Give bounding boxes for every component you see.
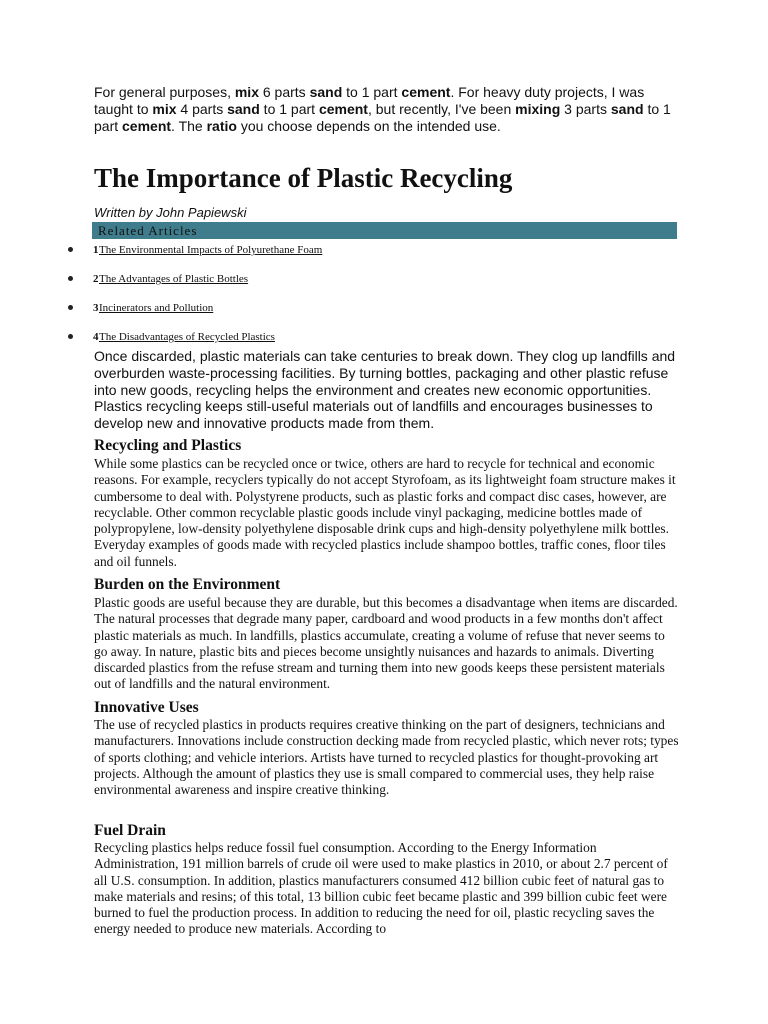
section-body: While some plastics can be recycled once or twice, others are hard to recycle for technical and economic reasons. For example, recyclers typically do not accept Styrofoam, as its lightweight foam structure makes it cumbersome to deal with. Polystyrene products, such as plastic forks and compact disc cases, however, are recyclable. Other common recyclable plastic goods include vinyl packaging, medicine bottles made of polypropylene, low-density polyethylene disposable drink cups and high-density polyethylene milk bottles. Everyday examples of goods made with recycled plastics include shampoo bottles, traffic cones, floor tiles and oil funnels.: [94, 456, 676, 569]
intro-text: 6 parts: [258, 84, 310, 100]
article-lead: Once discarded, plastic materials can take centuries to break down. They clog up landfills and overburden waste-processing facilities. By turning bottles, packaging and other plastic refuse into new goods, recycling helps the environment and creates new economic opportunities. Plastics recycling keeps still-useful materials out of landfills and encourages businesses to develop new and innovative products made from them.: [94, 348, 676, 432]
intro-paragraph: [94, 84, 684, 135]
intro-text: to 1 part: [259, 101, 319, 117]
related-article-item: [0, 300, 700, 316]
related-articles-title: Related Articles: [98, 223, 198, 238]
related-article-number: 1: [93, 244, 99, 256]
related-article-link[interactable]: The Environmental Impacts of Polyurethane Foam: [99, 244, 323, 256]
intro-keyword: cement: [401, 84, 451, 100]
intro-keyword: cement: [122, 118, 172, 134]
related-article-link[interactable]: The Disadvantages of Recycled Plastics: [99, 331, 275, 343]
section-heading: Innovative Uses: [94, 699, 199, 716]
intro-text: . The: [171, 118, 207, 134]
related-articles-header: [92, 222, 677, 239]
intro-text: 4 parts: [176, 101, 228, 117]
intro-keyword: ratio: [206, 118, 237, 134]
related-article-link[interactable]: The Advantages of Plastic Bottles: [99, 273, 249, 285]
intro-text: to 1 part: [94, 101, 671, 134]
intro-text: . For heavy duty projects, I was taught to: [94, 84, 645, 117]
related-article-item: [0, 242, 700, 258]
intro-keyword: sand: [227, 101, 260, 117]
related-article-number: 4: [93, 331, 99, 343]
bullet-icon: [68, 276, 73, 281]
section-heading: Fuel Drain: [94, 822, 166, 839]
section-body: The use of recycled plastics in products requires creative thinking on the part of designers, technicians and manufacturers. Innovations include construction decking made from recycled plastic, which never rots; types of sports clothing; and vehicle interiors. Artists have turned to recycled plastics for thought-provoking art projects. Although the amount of plastics they use is small compared to commercial uses, they help raise environmental awareness and inspire creative thinking.: [94, 717, 679, 798]
intro-keyword: sand: [309, 84, 343, 100]
intro-text: , but recently, I've been: [367, 101, 516, 117]
bullet-icon: [68, 305, 73, 310]
section-heading: Burden on the Environment: [94, 576, 281, 593]
related-article-number: 3: [93, 302, 99, 314]
intro-keyword: sand: [610, 101, 644, 117]
intro-keyword: mixing: [515, 101, 561, 117]
bullet-icon: [68, 247, 73, 252]
related-article-link[interactable]: Incinerators and Pollution: [99, 302, 214, 314]
intro-keyword: cement: [318, 101, 368, 117]
intro-text: you choose depends on the intended use.: [236, 118, 501, 134]
section-heading: Recycling and Plastics: [94, 437, 242, 454]
related-article-item: [0, 271, 700, 287]
related-article-item: [0, 329, 700, 345]
section-body: Plastic goods are useful because they are durable, but this becomes a disadvantage when items are discarded. The natural processes that degrade many paper, cardboard and wood products in a few months don't affect plastic materials as much. In landfills, plastics accumulate, creating a volume of refuse that never seems to go away. In nature, plastic bits and pieces become unsightly nuisances and hazards to animals. Diverting discarded plastics from the refuse stream and turning them into new goods keeps these persistent materials out of landfills and the natural environment.: [94, 595, 678, 692]
article-byline: Written by John Papiewski: [94, 205, 247, 220]
intro-keyword: mix: [234, 84, 259, 100]
intro-text: For general purposes,: [94, 84, 235, 100]
bullet-icon: [68, 334, 73, 339]
section-body: Recycling plastics helps reduce fossil fuel consumption. According to the Energy Information Administration, 191 million barrels of crude oil were used to make plastics in 2010, or about 2.7 percent of all U.S. consumption. In addition, plastics manufacturers consumed 412 billion cubic feet of natural gas to make materials and resins; of this total, 13 billion cubic feet became plastic and 399 billion cubic feet were burned to fuel the production process. In addition to reducing the need for oil, plastic recycling saves the energy needed to produce new materials. According to: [94, 840, 668, 937]
intro-text: 3 parts: [560, 101, 611, 117]
intro-keyword: mix: [152, 101, 177, 117]
article-title: The Importance of Plastic Recycling: [94, 163, 513, 193]
intro-text: to 1 part: [342, 84, 402, 100]
related-article-number: 2: [93, 273, 99, 285]
